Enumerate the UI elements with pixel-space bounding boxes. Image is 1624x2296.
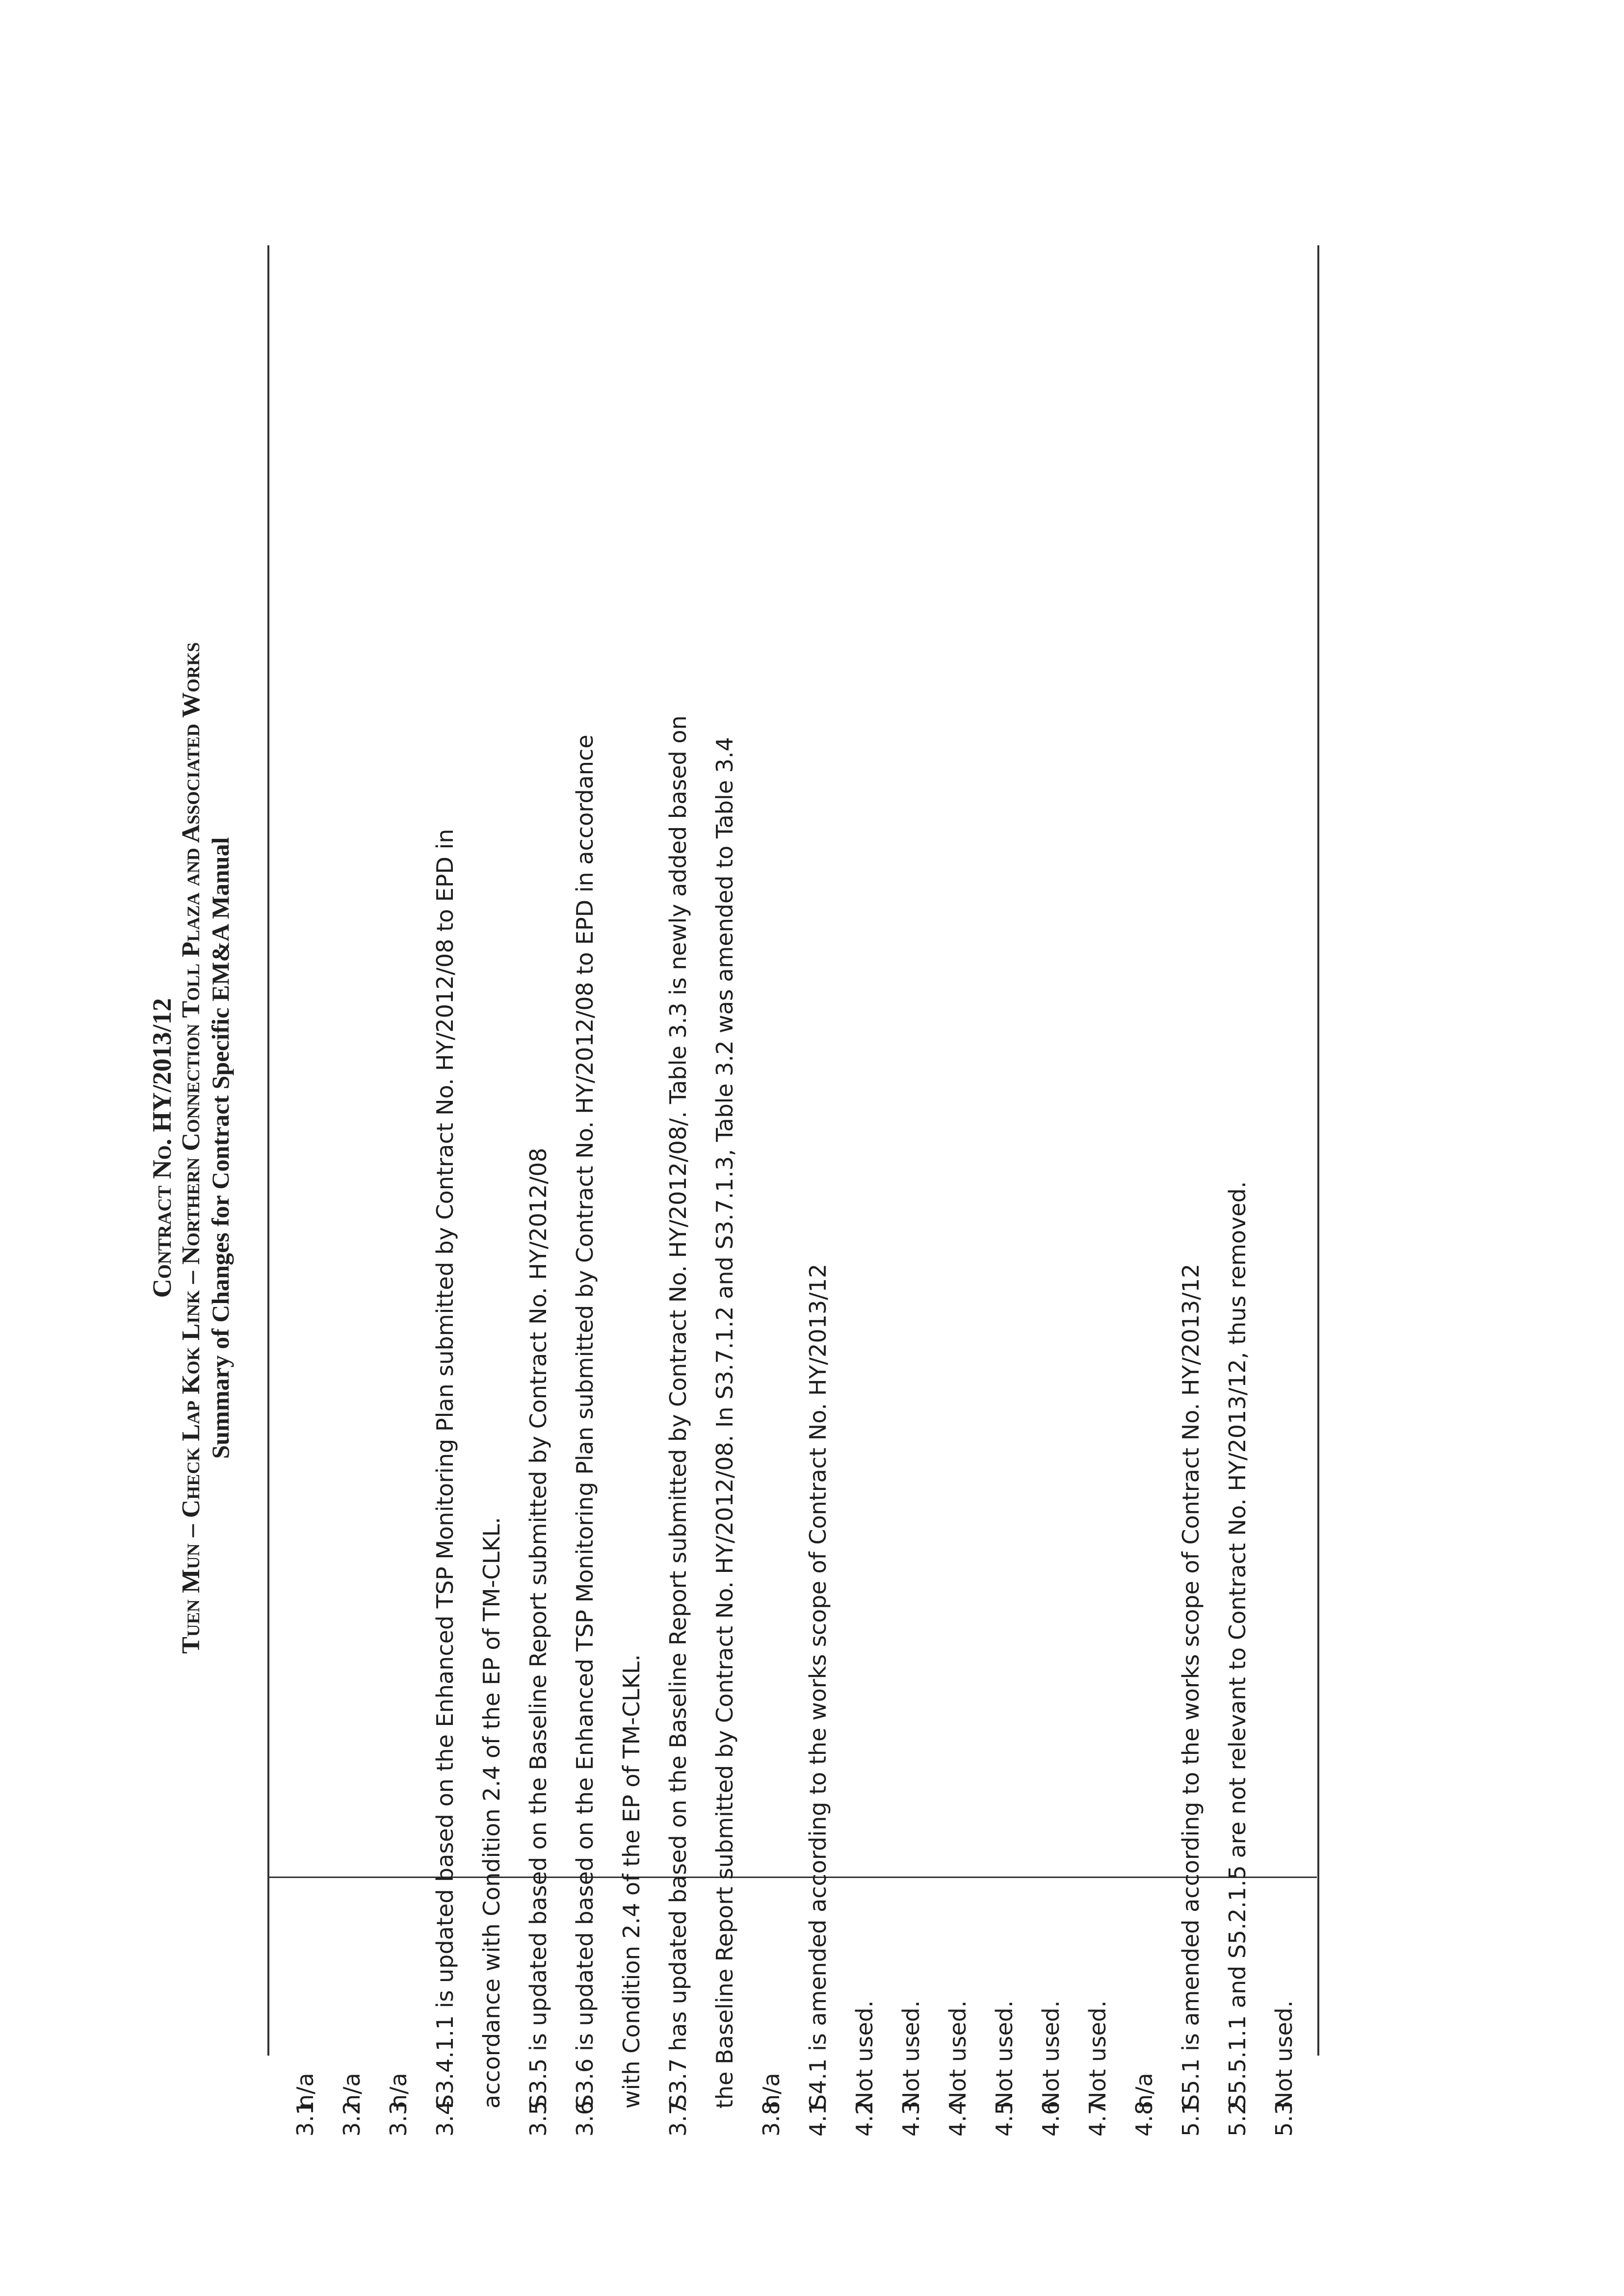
row-number: 3.2: [339, 2100, 365, 2137]
row-number: 3.3: [385, 2100, 412, 2137]
row-number: 4.3: [898, 2100, 924, 2137]
row-number: 4.8: [1131, 2100, 1157, 2137]
row-description: n/a: [385, 2073, 412, 2109]
row-number: 5.3: [1271, 2100, 1297, 2137]
row-description: S3.6 is updated based on the Enhanced TSP Monitoring Plan submitted by Contract No. HY/2012/08 to EPD in accordance: [572, 734, 598, 2109]
row-description: the Baseline Report submitted by Contract No. HY/2012/08. In S3.7.1.2 and S3.7.1.3, Table 3.2 was amended to Table 3.4: [711, 737, 738, 2109]
row-description: Not used.: [991, 2000, 1018, 2109]
row-description: n/a: [1131, 2073, 1157, 2109]
row-description: S3.4.1.1 is updated based on the Enhanced TSP Monitoring Plan submitted by Contract No. HY/2012/08 to EPD in: [432, 829, 458, 2109]
document-subtitle: Summary of Changes for Contract Specific EM&A Manual: [207, 837, 234, 1459]
row-description: S4.1 is amended according to the works scope of Contract No. HY/2013/12: [805, 1263, 831, 2109]
row-description: Not used.: [851, 2000, 878, 2109]
row-description: Not used.: [898, 2000, 924, 2109]
row-number: 4.5: [991, 2100, 1018, 2137]
row-number: 3.5: [525, 2100, 551, 2137]
table-bottom-rule: [1317, 245, 1319, 2056]
row-description: Not used.: [1038, 2000, 1064, 2109]
row-description: accordance with Condition 2.4 of the EP of TM-CLKL.: [478, 1517, 505, 2109]
document-header: [147, 0, 235, 2296]
row-description: n/a: [339, 2073, 365, 2109]
row-number: 3.6: [572, 2100, 598, 2137]
row-number: 4.2: [851, 2100, 878, 2137]
table-top-rule: [267, 245, 269, 2056]
row-description: with Condition 2.4 of the EP of TM-CLKL.: [618, 1654, 645, 2109]
row-description: Not used.: [944, 2000, 971, 2109]
row-number: 3.4: [432, 2100, 458, 2137]
row-number: 4.4: [944, 2100, 971, 2137]
row-number: 4.1: [805, 2100, 831, 2137]
row-number: 5.1: [1178, 2100, 1204, 2137]
row-description: n/a: [758, 2073, 785, 2109]
row-number: 3.8: [758, 2100, 785, 2137]
project-title: Tuen Mun – Check Lap Kok Link – Northern Connection Toll Plaza and Associated Works: [177, 642, 205, 1654]
row-description: S3.7 has updated based on the Baseline Report submitted by Contract No. HY/2012/08/. Table 3.3 is newly added based on: [665, 715, 691, 2109]
row-description: Not used.: [1271, 2000, 1297, 2109]
row-number: 3.7: [665, 2100, 691, 2137]
row-number: 4.6: [1038, 2100, 1064, 2137]
row-number: 4.7: [1084, 2100, 1111, 2137]
row-description: S3.5 is updated based on the Baseline Report submitted by Contract No. HY/2012/08: [525, 1148, 551, 2109]
row-description: n/a: [292, 2073, 318, 2109]
row-description: Not used.: [1084, 2000, 1111, 2109]
row-description: S5.5.1.1 and S5.2.1.5 are not relevant to Contract No. HY/2013/12, thus removed.: [1224, 1181, 1251, 2109]
row-number: 5.2: [1224, 2100, 1251, 2137]
row-description: S5.1 is amended according to the works scope of Contract No. HY/2013/12: [1178, 1263, 1204, 2109]
row-number: 3.1: [292, 2100, 318, 2137]
column-divider: [269, 1877, 1317, 1878]
contract-number-title: Contract No. HY/2013/12: [147, 998, 177, 1298]
